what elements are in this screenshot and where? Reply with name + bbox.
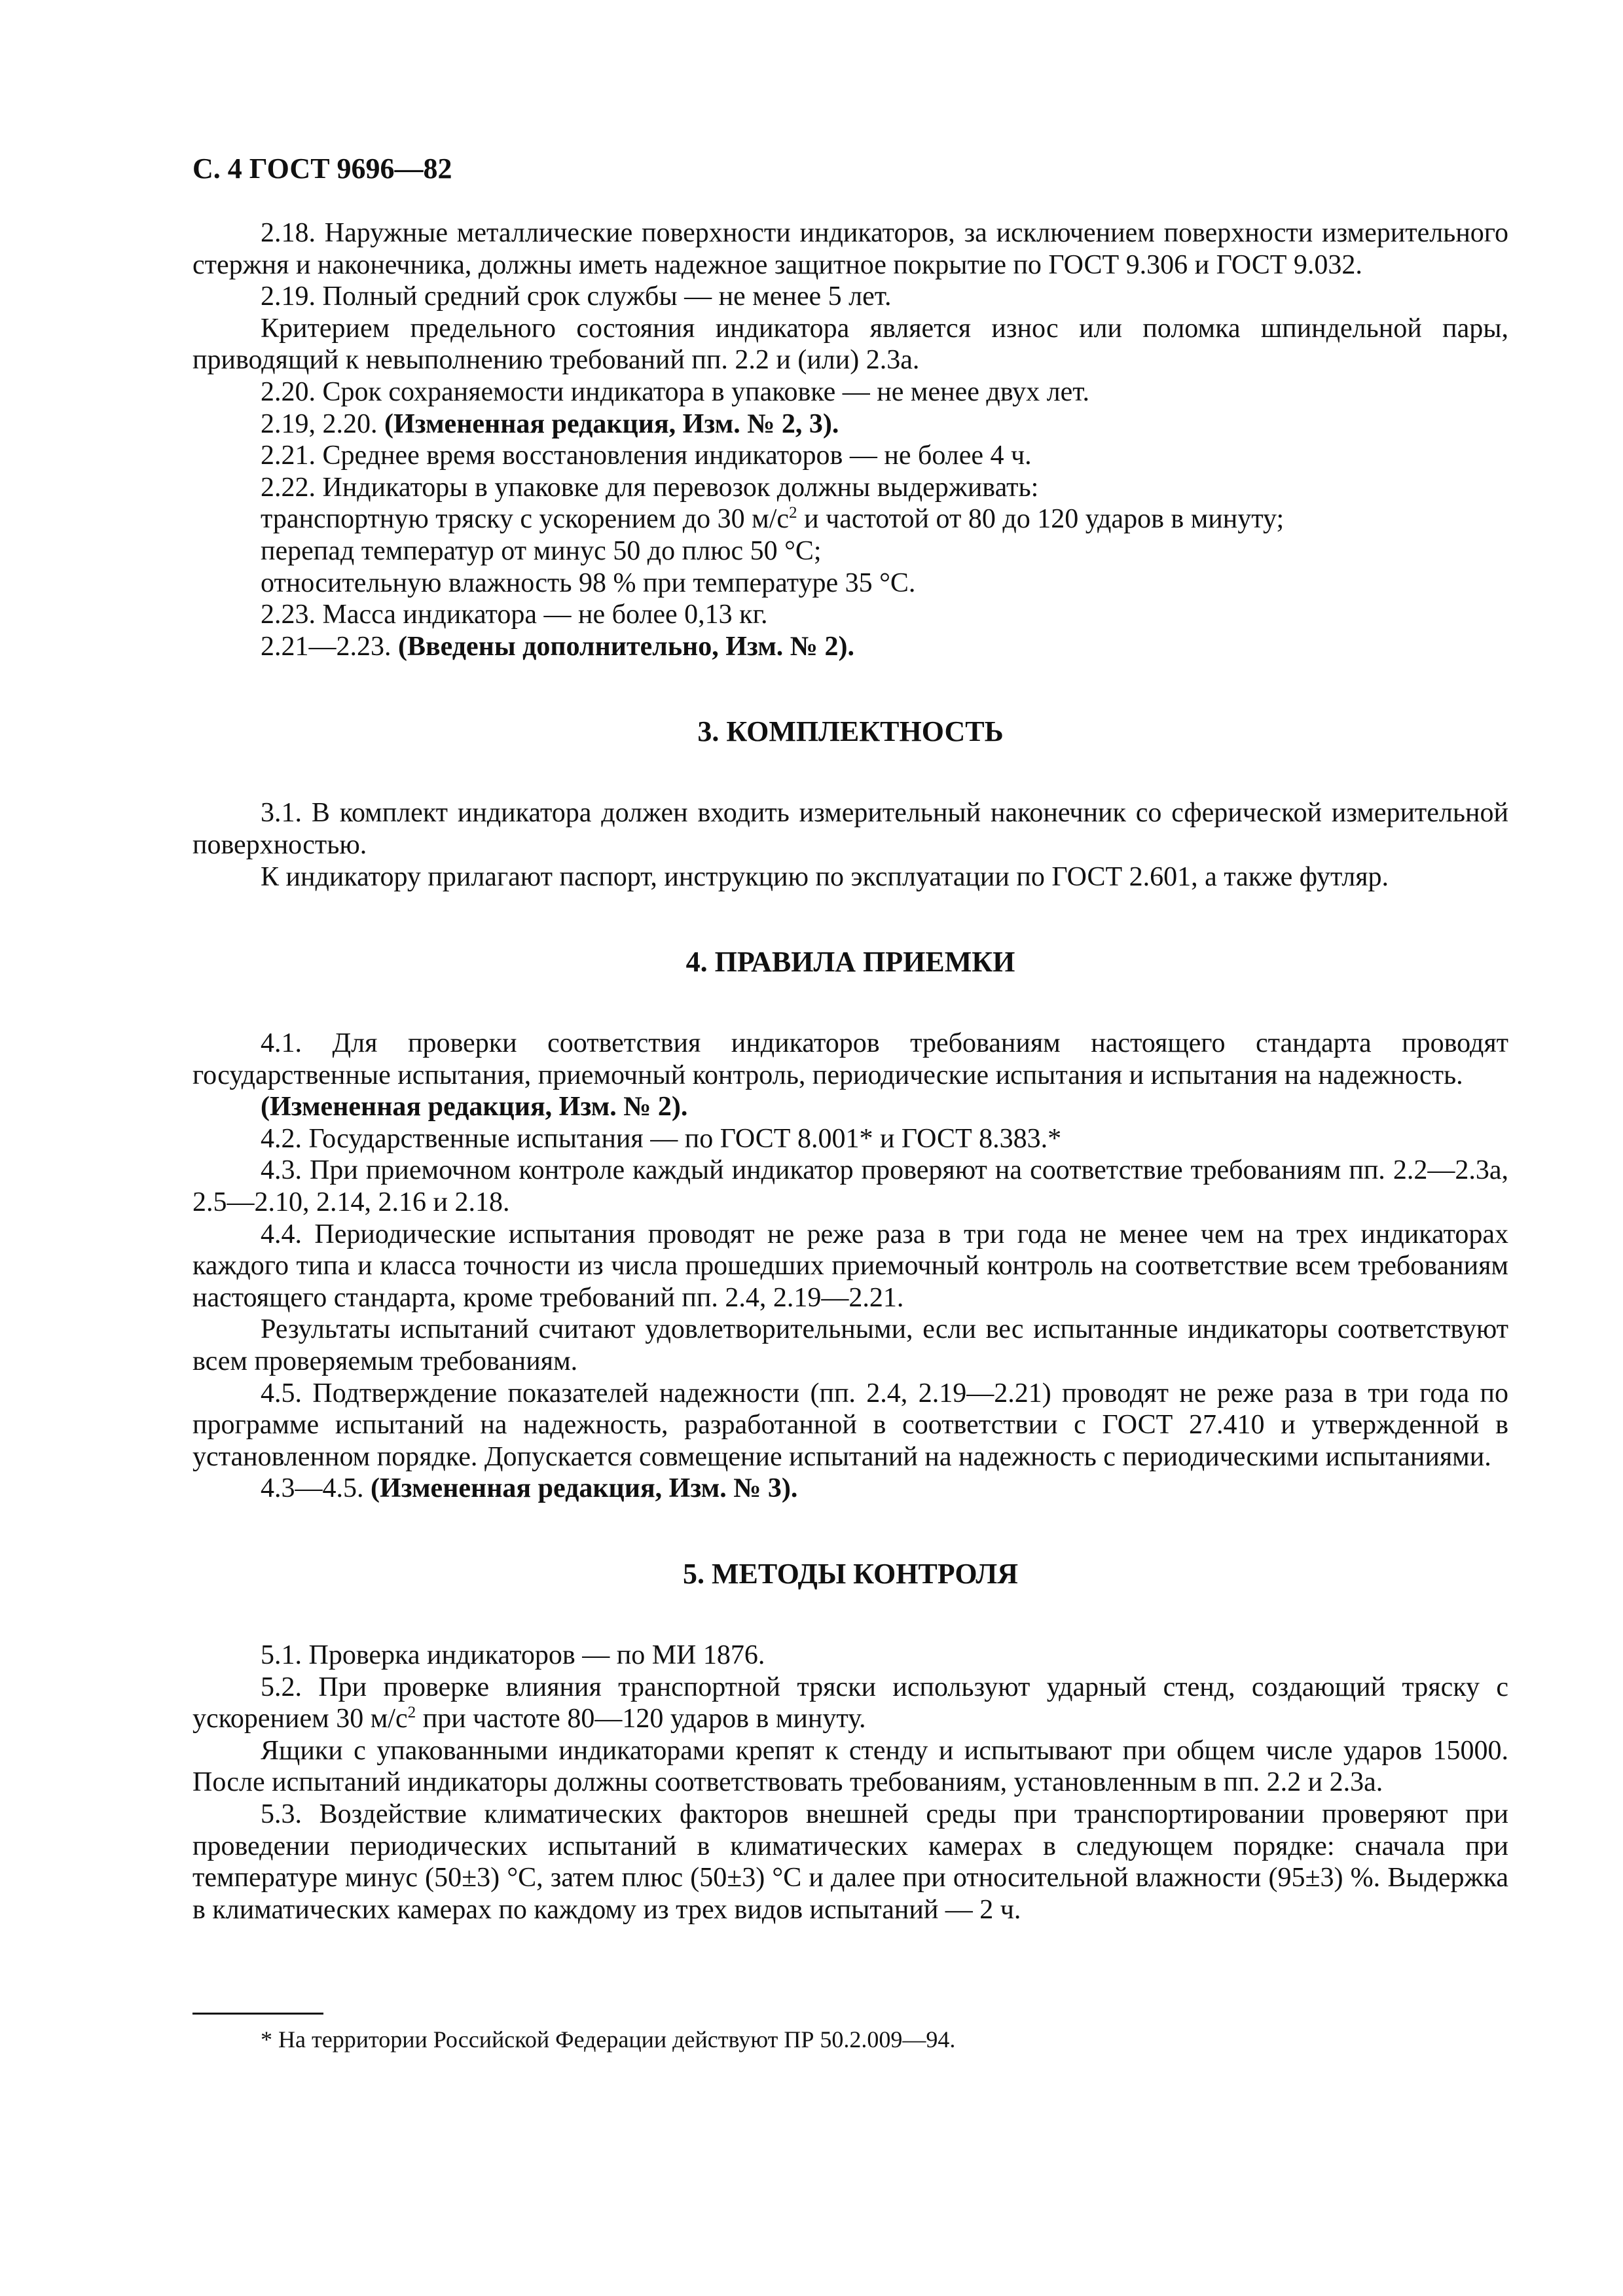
footnote-divider [192,2013,323,2015]
amendment-2-21-2-23 [192,631,1508,663]
clause-2-22-item-shake [261,503,1508,535]
section-3-title: 3. КОМПЛЕКТНОСТЬ [697,715,1004,748]
clause-2-22-item-humidity: относительную влажность 98 % при температуре 35 °С. [261,567,916,598]
section-4-title: 4. ПРАВИЛА ПРИЕМКИ [685,946,1015,978]
section-5-title: 5. МЕТОДЫ КОНТРОЛЯ [683,1558,1018,1590]
amendment-ref: 4.3—4.5. [261,1473,364,1504]
amendment-note: (Измененная редакция, Изм. № 3). [371,1473,798,1504]
page-header: С. 4 ГОСТ 9696—82 [192,152,452,185]
amendment-note: (Измененная редакция, Изм. № 2, 3). [384,408,839,439]
item-text: и частотой от 80 до 120 ударов в минуту; [797,504,1285,535]
clause-2-22-item-temperature: перепад температур от минус 50 до плюс 50 °С; [261,535,822,566]
superscript: 2 [789,504,797,522]
amendment-ref: 2.19, 2.20. [261,408,378,439]
clause-text: 5.2. При проверке влияния транспортной тряски используют ударный стенд, создающий тряску с ускорением 30 м/с [192,1672,1508,1734]
amendment-note: (Введены дополнительно, Изм. № 2). [398,631,854,662]
clause-3-1: 3.1. В комплект индикатора должен входить измерительный наконечник со сферической измерительной поверхностью. [192,798,1508,860]
clause-2-20: 2.20. Срок сохраняемости индикатора в упаковке — не менее двух лет. [261,376,1089,407]
clause-4-3: 4.3. При приемочном контроле каждый индикатор проверяют на соответствие требованиям пп. 2.2—2.3а, 2.5—2.10, 2.14, 2.16 и 2.18. [192,1155,1508,1218]
footnote: * На территории Российской Федерации действуют ПР 50.2.009—94. [261,2026,956,2053]
clause-4-4-results: Результаты испытаний считают удовлетворительными, если вес испытанные индикаторы соответствуют всем проверяемым требованиям. [192,1314,1508,1377]
amendment-ref: 2.21—2.23. [261,631,392,662]
superscript: 2 [407,1704,416,1722]
clause-3-1-accessories: К индикатору прилагают паспорт, инструкцию по эксплуатации по ГОСТ 2.601, а также футляр. [261,861,1389,892]
clause-2-22: 2.22. Индикаторы в упаковке для перевозок должны выдерживать: [261,472,1039,503]
clause-5-2-boxes: Ящики с упакованными индикаторами крепят к стенду и испытывают при общем числе ударов 15000. После испытаний индикаторы должны соответствовать требованиям, установленным в пп. 2.2 и 2.3а. [192,1735,1508,1798]
amendment-4-3-4-5 [192,1473,1508,1505]
clause-2-18: 2.18. Наружные металлические поверхности индикаторов, за исключением поверхности измерительного стержня и наконечника, должны иметь надежное защитное покрытие по ГОСТ 9.306 и ГОСТ 9.032. [192,218,1508,280]
amendment-2-19-2-20 [192,408,1508,440]
document-body [192,217,1508,1926]
clause-2-23: 2.23. Масса индикатора — не более 0,13 кг. [261,600,768,630]
clause-2-19-criterion: Критерием предельного состояния индикатора является износ или поломка шпиндельной пары, приводящий к невыполнению требований пп. 2.2 и (или) 2.3а. [192,313,1508,376]
clause-4-5: 4.5. Подтверждение показателей надежности (пп. 2.4, 2.19—2.21) проводят не реже раза в три года по программе испытаний на надежность, разработанной в соответствии с ГОСТ 27.410 и утвержденной в установленном порядке. Допускается совмещение испытаний на надежность с периодическими испытаниями. [192,1378,1508,1472]
clause-4-1: 4.1. Для проверки соответствия индикаторов требованиям настоящего стандарта проводят государственные испытания, приемочный контроль, периодические испытания и испытания на надежность. [192,1028,1508,1090]
amendment-4-1: (Измененная редакция, Изм. № 2). [261,1092,688,1122]
clause-5-3: 5.3. Воздействие климатических факторов внешней среды при транспортировании проверяют при проведении периодических испытаний в климатических камерах в следующем порядке: сначала при температуре минус (50±3) °С, затем плюс (50±3) °С и далее при относительной влажности (95±3) %. Выдержка в климатических камерах по каждому из трех видов испытаний — 2 ч. [192,1799,1508,1925]
clause-4-2: 4.2. Государственные испытания — по ГОСТ 8.001* и ГОСТ 8.383.* [261,1123,1062,1154]
clause-2-19: 2.19. Полный средний срок службы — не менее 5 лет. [261,281,892,312]
clause-2-21: 2.21. Среднее время восстановления индикаторов — не более 4 ч. [261,440,1032,471]
clause-4-4: 4.4. Периодические испытания проводят не реже раза в три года не менее чем на трех индикаторах каждого типа и класса точности из числа прошедших приемочный контроль на соответствие всем требованиям настоящего стандарта, кроме требований пп. 2.4, 2.19—2.21. [192,1219,1508,1313]
clause-5-2 [192,1672,1508,1735]
clause-5-1: 5.1. Проверка индикаторов — по МИ 1876. [261,1640,765,1670]
clause-text: при частоте 80—120 ударов в минуту. [416,1704,866,1734]
item-text: транспортную тряску с ускорением до 30 м/с [261,504,790,535]
